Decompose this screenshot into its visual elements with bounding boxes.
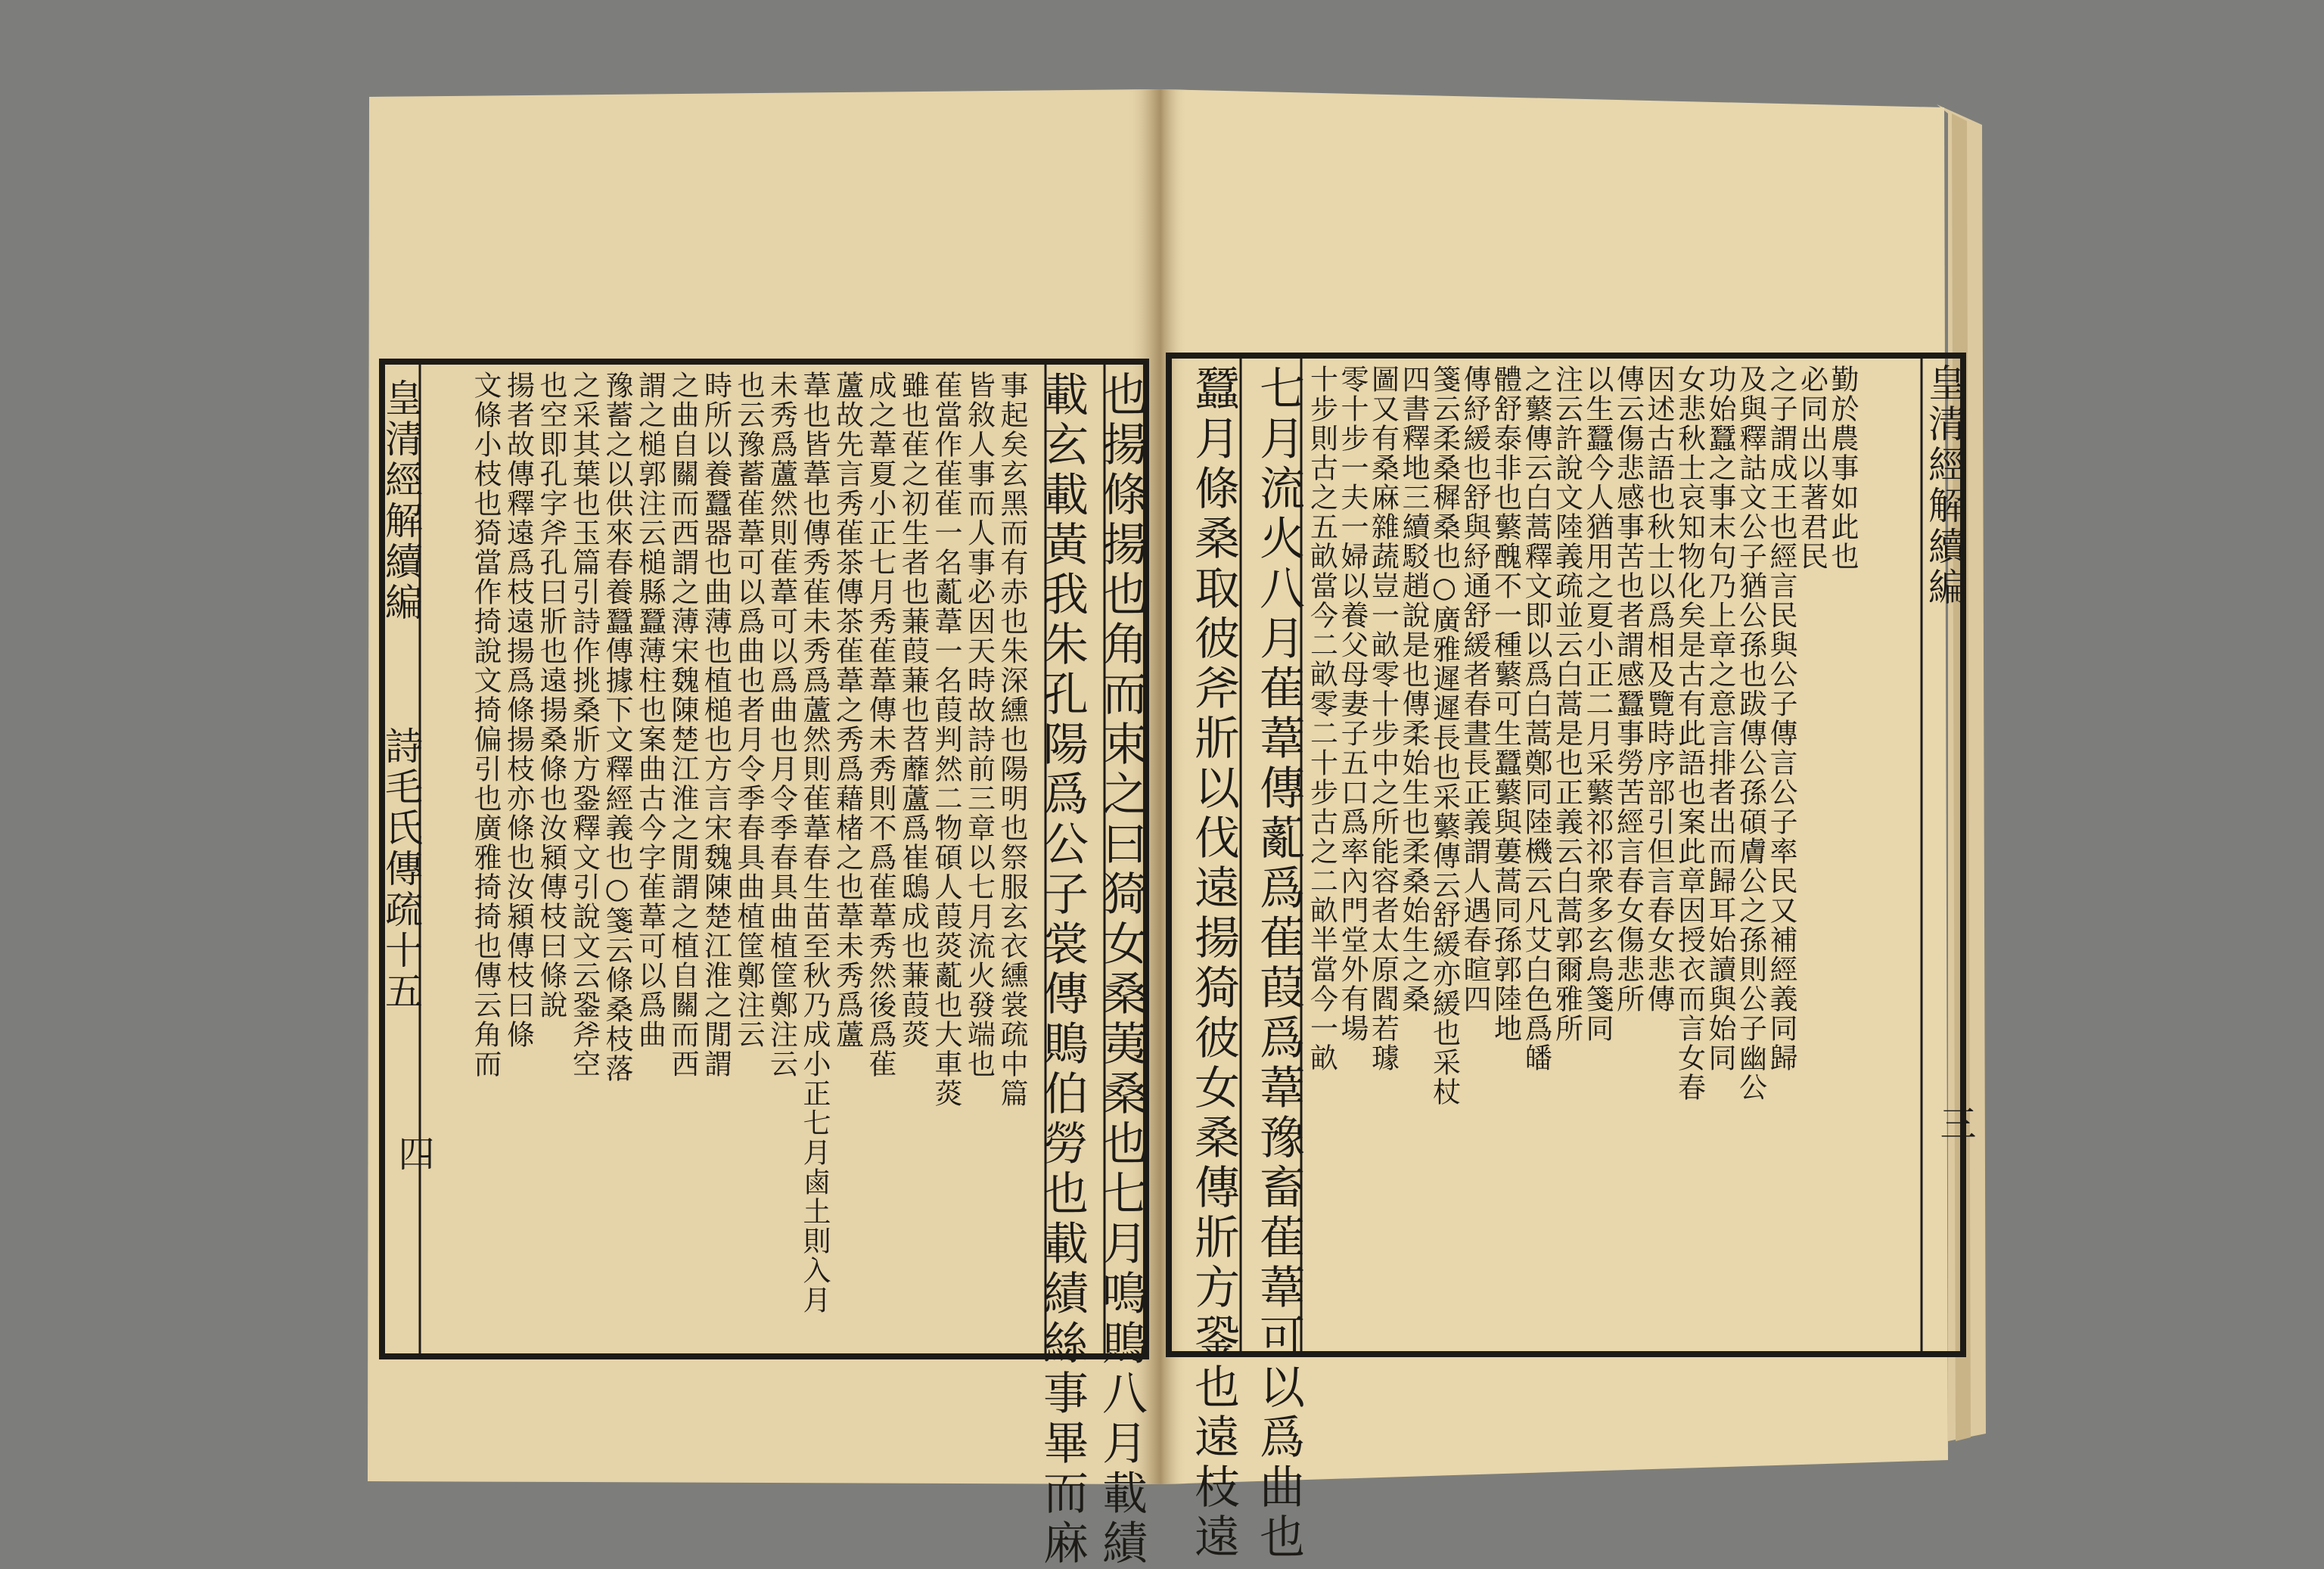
right-page-column: 勤於農事如此也 bbox=[1826, 365, 1859, 571]
right-page-column: 功始蠶之事末句乃上章之意言排者出而歸耳始讀與始同 bbox=[1704, 365, 1736, 1073]
left-page-column: 萑當作雈雈一名薍葦一名葭判然二物碩人葭菼薍也大車菼 bbox=[930, 371, 962, 1108]
left-page-column: 文條小枝也猗當作掎說文掎偏引也廣雅掎掎也傳云角而 bbox=[469, 371, 502, 1079]
right-page-column: 之蘩傳云白蒿釋文即以爲白蒿鄭同陸機云凡艾白色爲皤 bbox=[1520, 365, 1552, 1073]
right-page-column: 及與釋詁文公子猶公孫也跋傳公孫碩膚公之孫則公子幽公 bbox=[1734, 365, 1767, 1102]
left-page-column: 蘆故先言秀雈茶傳茶雈葦之秀爲藉楮之也葦未秀爲蘆 bbox=[831, 371, 864, 1049]
right-page-column: 箋云柔桑穉桑也○廣雅遲遲長也采蘩傳云舒緩亦緩也采杖 bbox=[1428, 365, 1461, 1107]
left-page-column: 載玄載黃我朱孔陽爲公子裳傳鵙伯勞也載績絲事畢而麻 bbox=[1036, 371, 1089, 1569]
left-side-title: 皇清經解續編 bbox=[379, 378, 423, 623]
left-page-column: 葦也皆葦也傳秀雈未秀爲蘆然則雈葦春生苗至秋乃成小正七月鹵土則入月 bbox=[798, 371, 831, 1315]
left-page-column: 也空即孔字斧孔曰斨也遠揚桑條也汝潁傳枝曰條說 bbox=[535, 371, 567, 1020]
left-page-column: 時所以養蠶器也曲薄也植槌也方言宋魏陳楚江淮之閒謂 bbox=[699, 371, 732, 1079]
left-page-column: 皆敘人事而人事必因天時故詩前三章以七月流火發端也 bbox=[962, 371, 996, 1079]
right-page-column: 以生蠶今人猶用之夏小正二月采蘩祁祁衆多玄鳥箋同 bbox=[1581, 365, 1614, 1043]
left-page-column: 之曲自關而西謂之薄宋魏陳楚江淮之閒謂之植自關而西 bbox=[666, 371, 699, 1079]
right-page-column: 體舒泰非也蘩醜不一種蘩可生蠶蘩與蔞蒿同孫郭陸地 bbox=[1489, 365, 1522, 1043]
right-side-title: 皇清經解續編 bbox=[1922, 363, 1966, 608]
left-page-number: 四 bbox=[392, 1135, 434, 1171]
left-page-column: 也揚條揚也角而束之曰猗女桑荑桑也七月鳴鵙八月載績 bbox=[1095, 371, 1148, 1569]
left-side-chapter: 詩毛氏傳疏十五 bbox=[379, 726, 423, 1012]
left-page-column: 成之葦夏小正七月秀雈葦傳未秀則不爲雈葦秀然後爲雈 bbox=[864, 371, 896, 1079]
right-page-column: 零十步一夫一婦以養父母妻子五口爲率內門堂外有場 bbox=[1336, 365, 1369, 1043]
right-page-column: 之子謂成王也經言民與公子傳言公子率民又補經義同歸 bbox=[1765, 365, 1797, 1073]
left-page-column: 也云豫蓄雈葦可以爲曲也者月令季春具曲植筐鄭注云 bbox=[732, 371, 765, 1049]
right-page-column: 注云許說文陸義疏並云白蒿是也正義云白蒿郭爾雅所 bbox=[1550, 365, 1583, 1043]
left-page-column: 揚者故傳釋遠爲枝遠揚爲條揚枝亦條也汝潁傳枝曰條 bbox=[502, 371, 535, 1049]
right-page-column: 傳紓緩也舒與紓通舒緩者春晝長正義謂人遇春暄四 bbox=[1459, 365, 1491, 1014]
right-page-number: 三 bbox=[1934, 1105, 1976, 1141]
right-page-column: 圖又有桑麻雜蔬豈一畝零十步中之所能容者太原閻若璩 bbox=[1366, 365, 1400, 1073]
left-page-column: 謂之槌郭注云槌縣蠶薄柱也案曲古今字雈葦可以爲曲 bbox=[633, 371, 666, 1049]
right-page-column: 四書釋地三續駁趙說是也傳柔始生也柔桑始生之桑 bbox=[1397, 365, 1430, 1014]
right-page-column: 必同出以著君民 bbox=[1795, 365, 1828, 571]
left-page-column: 雖也雈之初生者也蒹葭蒹也苕蘼蘆爲崔鴟成也蒹葭菼 bbox=[896, 371, 930, 1049]
right-page-column: 女悲秋士哀知物化矣是古有此語也案此章因授衣而言女春 bbox=[1673, 365, 1706, 1102]
right-page-column: 七月流火八月萑葦傳薍爲萑葭爲葦豫畜萑葦可以爲曲也 bbox=[1252, 365, 1305, 1563]
right-page-column: 十步則古之五畝當今二畝零二十步古之二畝半當今一畝 bbox=[1305, 365, 1338, 1073]
left-page-column: 未秀爲蘆然則雈葦可以爲曲也月令季春具曲植筐鄭注云 bbox=[765, 371, 798, 1079]
right-page-column: 因述古語也秋士以爲相及覽時序部引但言春女悲傳 bbox=[1642, 365, 1675, 1014]
left-page-column: 之采其葉也玉篇引詩作挑桑斨方銎釋文引說文云銎斧空 bbox=[567, 371, 601, 1079]
left-page-column: 豫蓄之以供來春養蠶傳據下文釋經義也○箋云條桑枝落 bbox=[601, 371, 633, 1083]
right-page-column: 蠶月條桑取彼斧斨以伐遠揚猗彼女桑傳斨方銎也遠枝遠 bbox=[1187, 365, 1240, 1563]
left-page-column: 事起矣玄黑而有赤也朱深纁也陽明也祭服玄衣纁裳疏中篇 bbox=[996, 371, 1028, 1108]
right-page-column: 傳云傷悲感事苦也者謂感蠶事勞苦經言春女傷悲所 bbox=[1611, 365, 1645, 1014]
